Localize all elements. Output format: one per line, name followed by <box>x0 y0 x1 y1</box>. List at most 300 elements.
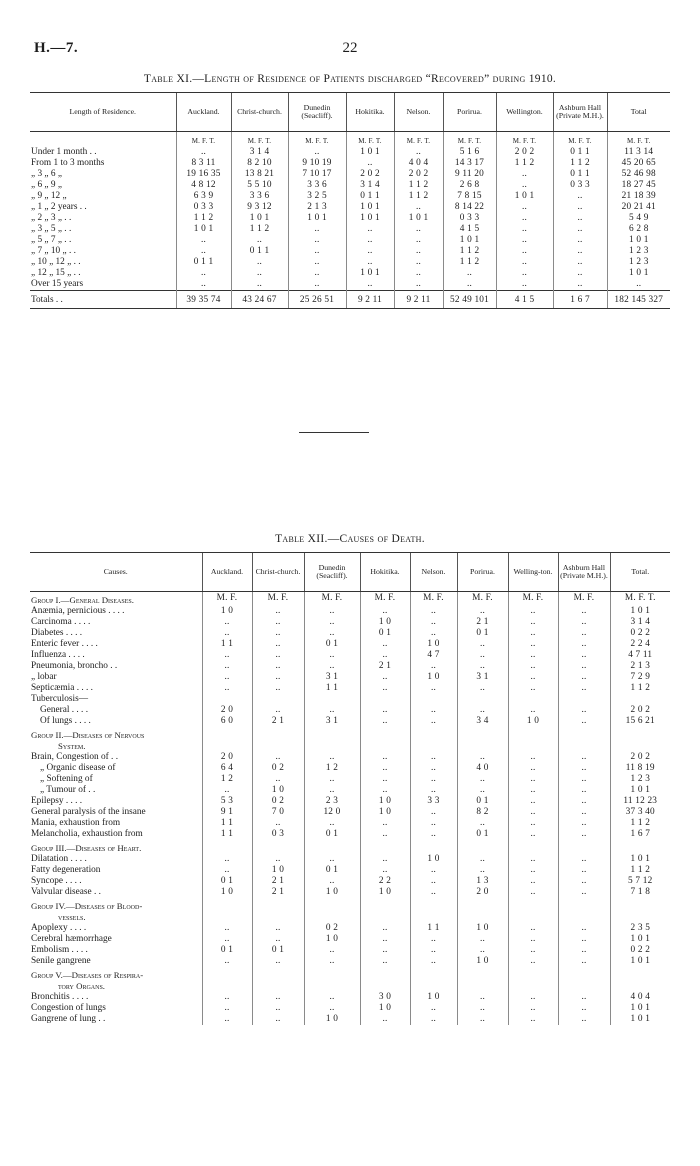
table12-group-row <box>30 840 670 854</box>
table11-sub-header: M. F. T. <box>443 132 496 148</box>
table12-cell: 4 7 <box>410 650 457 661</box>
table11-cell: 0 1 1 <box>346 191 394 202</box>
table12-cell: 1 1 <box>202 829 252 840</box>
table11-cell: 1 1 2 <box>231 224 288 235</box>
table12-cell: 1 0 1 <box>610 934 670 945</box>
table12-cell: .. <box>508 650 558 661</box>
table12-cell <box>457 727 508 741</box>
table12-cell: 7 0 <box>252 807 304 818</box>
table12-cell: 1 2 <box>304 763 360 774</box>
table12-col-header: Total. <box>610 553 670 592</box>
table12-cell: .. <box>508 683 558 694</box>
table12-row-label: Valvular disease . . <box>31 887 101 897</box>
table12-cell: .. <box>360 650 410 661</box>
table11-row <box>30 246 670 257</box>
table12-cell: .. <box>202 934 252 945</box>
table12-cell: .. <box>508 639 558 650</box>
table12-cell: 3 0 <box>360 992 410 1003</box>
table12-cell: 2 0 2 <box>610 705 670 716</box>
table12-cell <box>610 912 670 923</box>
table12-cell: .. <box>360 818 410 829</box>
table12-cell: .. <box>304 617 360 628</box>
table12-cell: 11 12 23 <box>610 796 670 807</box>
table12-cell: .. <box>410 1014 457 1025</box>
table12-cell: .. <box>202 672 252 683</box>
table12-cell <box>304 727 360 741</box>
table12-cell: .. <box>360 774 410 785</box>
table11-cell: 1 0 1 <box>288 213 346 224</box>
table12-row <box>30 716 670 727</box>
table12-cell: .. <box>508 1014 558 1025</box>
table11-col-first-header: Length of Residence. <box>30 93 176 132</box>
table11-row <box>30 235 670 246</box>
table12-cell: .. <box>508 763 558 774</box>
table11-col-header: Ashburn Hall (Private M.H.). <box>553 93 607 132</box>
table12-cell: 7 1 8 <box>610 887 670 898</box>
table12-cell: 1 0 <box>360 807 410 818</box>
table12-cell: .. <box>558 606 610 617</box>
table12-cell: 1 0 <box>252 865 304 876</box>
table11-cell: .. <box>231 257 288 268</box>
table11-cell: 4 1 5 <box>443 224 496 235</box>
table12-cell: .. <box>410 628 457 639</box>
table12-cell: 0 1 <box>304 829 360 840</box>
table12-cell <box>360 981 410 992</box>
table12-row <box>30 865 670 876</box>
table12-cell: .. <box>457 854 508 865</box>
table12-cell <box>457 898 508 912</box>
table11-row <box>30 279 670 291</box>
table11-cell: 1 1 2 <box>443 257 496 268</box>
table12-cell <box>610 981 670 992</box>
table12-cell <box>304 840 360 854</box>
table12-row-label: Melancholia, exhaustion from <box>31 829 143 839</box>
table12-cell: .. <box>558 774 610 785</box>
table12-cell: .. <box>508 661 558 672</box>
table11-cell: .. <box>288 246 346 257</box>
table11-cell: 0 1 1 <box>553 147 607 158</box>
table12-row-label: Diabetes . . . . <box>31 628 83 638</box>
table12-row-label: General . . . . <box>40 705 89 715</box>
table12-row <box>30 639 670 650</box>
table12-cell: 0 1 <box>457 829 508 840</box>
table12-cell: .. <box>360 752 410 763</box>
table12-cell: .. <box>202 865 252 876</box>
table11-cell: 0 3 3 <box>176 202 231 213</box>
table12-cell: .. <box>457 683 508 694</box>
table12-cell: 1 0 <box>304 1014 360 1025</box>
table11-cell: 1 0 1 <box>176 224 231 235</box>
table12-cell: .. <box>252 1003 304 1014</box>
table12-cell: .. <box>360 606 410 617</box>
table12-cell: .. <box>558 650 610 661</box>
table12-row <box>30 854 670 865</box>
table12-cell: .. <box>360 956 410 967</box>
table12-cell: .. <box>202 628 252 639</box>
table12-cell: .. <box>508 752 558 763</box>
table12-cell <box>304 967 360 981</box>
table11-cell: .. <box>553 202 607 213</box>
table12-cell: .. <box>508 829 558 840</box>
table12-cell <box>558 727 610 741</box>
table12-cell <box>360 840 410 854</box>
table12-cell: .. <box>457 818 508 829</box>
table12-cell: 3 1 <box>457 672 508 683</box>
table12-cell: M. F. <box>457 592 508 607</box>
table12-row <box>30 818 670 829</box>
table12-cell: .. <box>202 923 252 934</box>
table12-group-label: System. <box>58 741 86 752</box>
table12-cell <box>202 741 252 752</box>
table11-title <box>0 73 700 85</box>
table12-cell: .. <box>457 774 508 785</box>
table12-cell <box>610 727 670 741</box>
table12-cell <box>252 967 304 981</box>
table12-cell: .. <box>252 650 304 661</box>
table12-cell: 1 0 <box>457 923 508 934</box>
table12-cell: .. <box>410 956 457 967</box>
table11-cell: 5 1 6 <box>443 147 496 158</box>
table12-cell <box>304 741 360 752</box>
table12-cell: .. <box>457 992 508 1003</box>
table11-cell: .. <box>553 257 607 268</box>
table12-cell <box>558 741 610 752</box>
table12-row-label: Gangrene of lung . . <box>31 1014 106 1024</box>
table12-cell: .. <box>252 1014 304 1025</box>
table11-totals-row <box>30 291 670 309</box>
table11-row-label: „ 9 „ 12 „ <box>31 191 67 201</box>
table11-row-label: „ 7 „ 10 „ . . <box>31 246 76 256</box>
table11-cell: 0 3 3 <box>443 213 496 224</box>
table12-title-prefix: Table XII.— <box>275 533 340 545</box>
table11-cell: 0 1 1 <box>176 257 231 268</box>
table11-col-header: Christ-church. <box>231 93 288 132</box>
table11-cell: 1 1 2 <box>394 180 443 191</box>
table12-cell: 0 1 <box>304 865 360 876</box>
table12-cell: .. <box>508 876 558 887</box>
table12-cell <box>508 741 558 752</box>
table11-totals-cell: 4 1 5 <box>496 291 553 309</box>
table11-cell: 2 6 8 <box>443 180 496 191</box>
table11-sub-header: M. F. T. <box>288 132 346 148</box>
table12-cell <box>410 727 457 741</box>
table11-cell: 5 5 10 <box>231 180 288 191</box>
table12-row <box>30 945 670 956</box>
table11-totals-cell: 9 2 11 <box>346 291 394 309</box>
table11-cell: 0 3 3 <box>553 180 607 191</box>
table12-cell: .. <box>202 956 252 967</box>
table11-cell: .. <box>176 246 231 257</box>
table12-cell: .. <box>360 854 410 865</box>
table11-cell: 1 0 1 <box>346 213 394 224</box>
table12-cell: .. <box>457 785 508 796</box>
table11-cell: 4 8 12 <box>176 180 231 191</box>
table12-group-row <box>30 967 670 981</box>
table12-cell: .. <box>252 923 304 934</box>
table12-cell: .. <box>410 945 457 956</box>
table12-row <box>30 1003 670 1014</box>
table11-cell: .. <box>607 279 670 291</box>
table11-title-text: Length of Residence of Patients discharged “Recovered” during 1910. <box>204 73 557 85</box>
table12-row <box>30 650 670 661</box>
table12-cell: .. <box>508 774 558 785</box>
table12-cell: 2 0 <box>202 752 252 763</box>
table11-cell: 1 1 2 <box>394 191 443 202</box>
table12-title-text: Causes of Death. <box>339 533 425 545</box>
table12-cell: .. <box>410 617 457 628</box>
table12-row <box>30 956 670 967</box>
table12-row-label: Dilatation . . . . <box>31 854 87 864</box>
table11-cell: 1 0 1 <box>607 268 670 279</box>
table11-cell: .. <box>288 279 346 291</box>
table12-cell: .. <box>360 683 410 694</box>
table12-cell: .. <box>410 807 457 818</box>
table11-cell: 45 20 65 <box>607 158 670 169</box>
table11-cell: .. <box>443 268 496 279</box>
table12-row-label: Of lungs . . . . <box>40 716 91 726</box>
table12-cell: .. <box>457 945 508 956</box>
table12-cell: 1 0 <box>360 796 410 807</box>
table12-cell <box>410 898 457 912</box>
table11-cell: .. <box>231 268 288 279</box>
table12-cell <box>457 967 508 981</box>
table12-cell <box>508 727 558 741</box>
table11-cell: 1 1 2 <box>496 158 553 169</box>
table11-cell: 2 0 2 <box>346 169 394 180</box>
table11-cell: .. <box>496 169 553 180</box>
table11-sub-header: M. F. T. <box>394 132 443 148</box>
table12-row <box>30 694 670 705</box>
table12-cell <box>304 694 360 705</box>
table12-cell: 0 1 <box>252 945 304 956</box>
table12-cell <box>360 898 410 912</box>
table11-cell: .. <box>346 235 394 246</box>
table12-row-label: Fatty degeneration <box>31 865 101 875</box>
table12-cell <box>508 694 558 705</box>
table12-cell: 4 0 4 <box>610 992 670 1003</box>
table12-cell: 1 0 1 <box>610 785 670 796</box>
table11-cell: 7 10 17 <box>288 169 346 180</box>
table12-cell: M. F. T. <box>610 592 670 607</box>
table11-cell: .. <box>394 202 443 213</box>
table12-cell: 6 4 <box>202 763 252 774</box>
table12-cell <box>252 741 304 752</box>
table11-sub-spacer <box>30 132 176 148</box>
table12-cell: .. <box>558 716 610 727</box>
table12-cell: .. <box>360 865 410 876</box>
table12-cell: .. <box>410 716 457 727</box>
table12-cell: .. <box>558 934 610 945</box>
table11-cell: .. <box>288 268 346 279</box>
table12-cell: 12 0 <box>304 807 360 818</box>
table12-cell <box>252 727 304 741</box>
table11-totals-label: Totals . . <box>30 291 176 309</box>
table12-cell: 0 3 <box>252 829 304 840</box>
table12-row <box>30 829 670 840</box>
table12-cell: .. <box>304 606 360 617</box>
table11-cell: 1 1 2 <box>553 158 607 169</box>
table12-cell: .. <box>252 672 304 683</box>
table12-cell: 1 0 <box>360 617 410 628</box>
table12-cell: .. <box>457 606 508 617</box>
table12-cell <box>457 840 508 854</box>
table12-cell: 1 0 1 <box>610 1014 670 1025</box>
table12-row <box>30 661 670 672</box>
table12-cell: .. <box>410 661 457 672</box>
table11-cell: .. <box>288 224 346 235</box>
table12-group-row <box>30 981 670 992</box>
table12-cell <box>360 694 410 705</box>
table11-row-label: „ 1 „ 2 years . . <box>31 202 87 212</box>
table11-sub-header: M. F. T. <box>553 132 607 148</box>
table12-cell: 1 0 1 <box>610 1003 670 1014</box>
table12-cell: .. <box>304 774 360 785</box>
table12-cell <box>202 727 252 741</box>
table12-cell: .. <box>304 818 360 829</box>
table12-cell: .. <box>508 887 558 898</box>
table12-cell: 0 1 <box>360 628 410 639</box>
table11-col-header: Dunedin (Seacliff). <box>288 93 346 132</box>
table11-cell: .. <box>176 235 231 246</box>
table12-cell <box>610 898 670 912</box>
table12-cell: .. <box>457 705 508 716</box>
table11-row <box>30 158 670 169</box>
table11-cell: .. <box>346 246 394 257</box>
table12-cell: .. <box>410 887 457 898</box>
table12-cell <box>558 840 610 854</box>
table12-cell: .. <box>202 683 252 694</box>
table11-cell: 6 3 9 <box>176 191 231 202</box>
table12-cell <box>202 967 252 981</box>
table12-cell <box>252 898 304 912</box>
table11-row-label: „ 10 „ 12 „ . . <box>31 257 81 267</box>
table12-cell: .. <box>304 945 360 956</box>
table12-cell: .. <box>304 992 360 1003</box>
table12-cell: .. <box>558 992 610 1003</box>
table12-cell <box>410 912 457 923</box>
table12-group-row <box>30 912 670 923</box>
table12-cell: 0 2 <box>304 923 360 934</box>
table12-cell <box>508 981 558 992</box>
table11-cell: .. <box>496 202 553 213</box>
table11-cell: .. <box>288 235 346 246</box>
table12-cell: .. <box>202 854 252 865</box>
table11-row <box>30 169 670 180</box>
table12-cell: 1 1 2 <box>610 683 670 694</box>
table12-row-label: „ Softening of <box>40 774 93 784</box>
table12-cell <box>360 967 410 981</box>
table12-cell <box>558 912 610 923</box>
table11-cell: .. <box>553 268 607 279</box>
table12-row-label: Apoplexy . . . . <box>31 923 87 933</box>
table11-totals-cell: 9 2 11 <box>394 291 443 309</box>
table11-row <box>30 180 670 191</box>
table12-cell: .. <box>410 785 457 796</box>
table12-col-header: Christ-church. <box>252 553 304 592</box>
table12-cell: 3 1 <box>304 716 360 727</box>
table12-cell: .. <box>360 1014 410 1025</box>
table12-cell: .. <box>252 854 304 865</box>
table11-residence <box>30 92 670 309</box>
table12-cell: .. <box>508 1003 558 1014</box>
table12-cell: 2 3 <box>304 796 360 807</box>
table12-cell: 1 0 <box>252 785 304 796</box>
table12-row-label: Anæmia, pernicious . . . . <box>31 606 125 616</box>
table11-cell: .. <box>288 257 346 268</box>
table12-col-header: Auckland. <box>202 553 252 592</box>
table12-cell: .. <box>457 639 508 650</box>
table11-cell: 1 2 3 <box>607 246 670 257</box>
table12-cell: 1 0 <box>410 672 457 683</box>
table11-cell: .. <box>553 191 607 202</box>
table12-cell: 3 4 <box>457 716 508 727</box>
table12-cell: 1 0 <box>304 887 360 898</box>
table12-cell <box>457 694 508 705</box>
table12-cell <box>410 840 457 854</box>
table12-cell <box>508 840 558 854</box>
table12-cell: .. <box>202 992 252 1003</box>
table12-col-header: Dunedin (Seacliff). <box>304 553 360 592</box>
table12-cell: .. <box>202 661 252 672</box>
table12-cell: .. <box>410 774 457 785</box>
table11-row-label: „ 3 „ 5 „ . . <box>31 224 72 234</box>
table12-cell <box>252 912 304 923</box>
table12-cell: 1 2 3 <box>610 774 670 785</box>
table12-cell: .. <box>304 650 360 661</box>
table11-totals-cell: 1 6 7 <box>553 291 607 309</box>
table11-row <box>30 202 670 213</box>
table12-cell: 7 2 9 <box>610 672 670 683</box>
table12-row <box>30 807 670 818</box>
table11-col-header: Porirua. <box>443 93 496 132</box>
table12-cell <box>558 981 610 992</box>
table12-cell: .. <box>558 1003 610 1014</box>
table12-cell: .. <box>252 628 304 639</box>
table12-causes-of-death <box>30 552 670 1025</box>
table12-group-label: tory Organs. <box>58 981 105 992</box>
table11-cell: 9 3 12 <box>231 202 288 213</box>
table12-row-label: General paralysis of the insane <box>31 807 146 817</box>
table11-cell: .. <box>496 180 553 191</box>
table12-cell: 1 1 <box>202 818 252 829</box>
table11-cell: 3 3 6 <box>231 191 288 202</box>
table11-col-header: Hokitika. <box>346 93 394 132</box>
table12-cell: .. <box>360 785 410 796</box>
table12-cell: 2 1 <box>252 887 304 898</box>
table12-row <box>30 628 670 639</box>
table11-sub-header: M. F. T. <box>496 132 553 148</box>
table12-row-label: „ Tumour of . . <box>40 785 96 795</box>
table12-cell <box>410 967 457 981</box>
table12-cell: .. <box>410 763 457 774</box>
table12-cell <box>610 967 670 981</box>
table12-cell: 1 0 <box>410 854 457 865</box>
table12-cell: .. <box>304 1003 360 1014</box>
table11-cell: .. <box>346 257 394 268</box>
table12-col-header: Ashburn Hall (Private M.H.). <box>558 553 610 592</box>
table12-cell: .. <box>508 606 558 617</box>
table12-group-label: vessels. <box>58 912 86 923</box>
table12-cell <box>558 898 610 912</box>
table12-cell <box>610 741 670 752</box>
table12-cell: M. F. <box>558 592 610 607</box>
table11-row-label: „ 3 „ 6 „ <box>31 169 62 179</box>
table11-cell: .. <box>346 158 394 169</box>
table12-cell: .. <box>558 683 610 694</box>
table12-cell: .. <box>457 650 508 661</box>
table12-cell: .. <box>304 854 360 865</box>
table12-cell: .. <box>252 683 304 694</box>
